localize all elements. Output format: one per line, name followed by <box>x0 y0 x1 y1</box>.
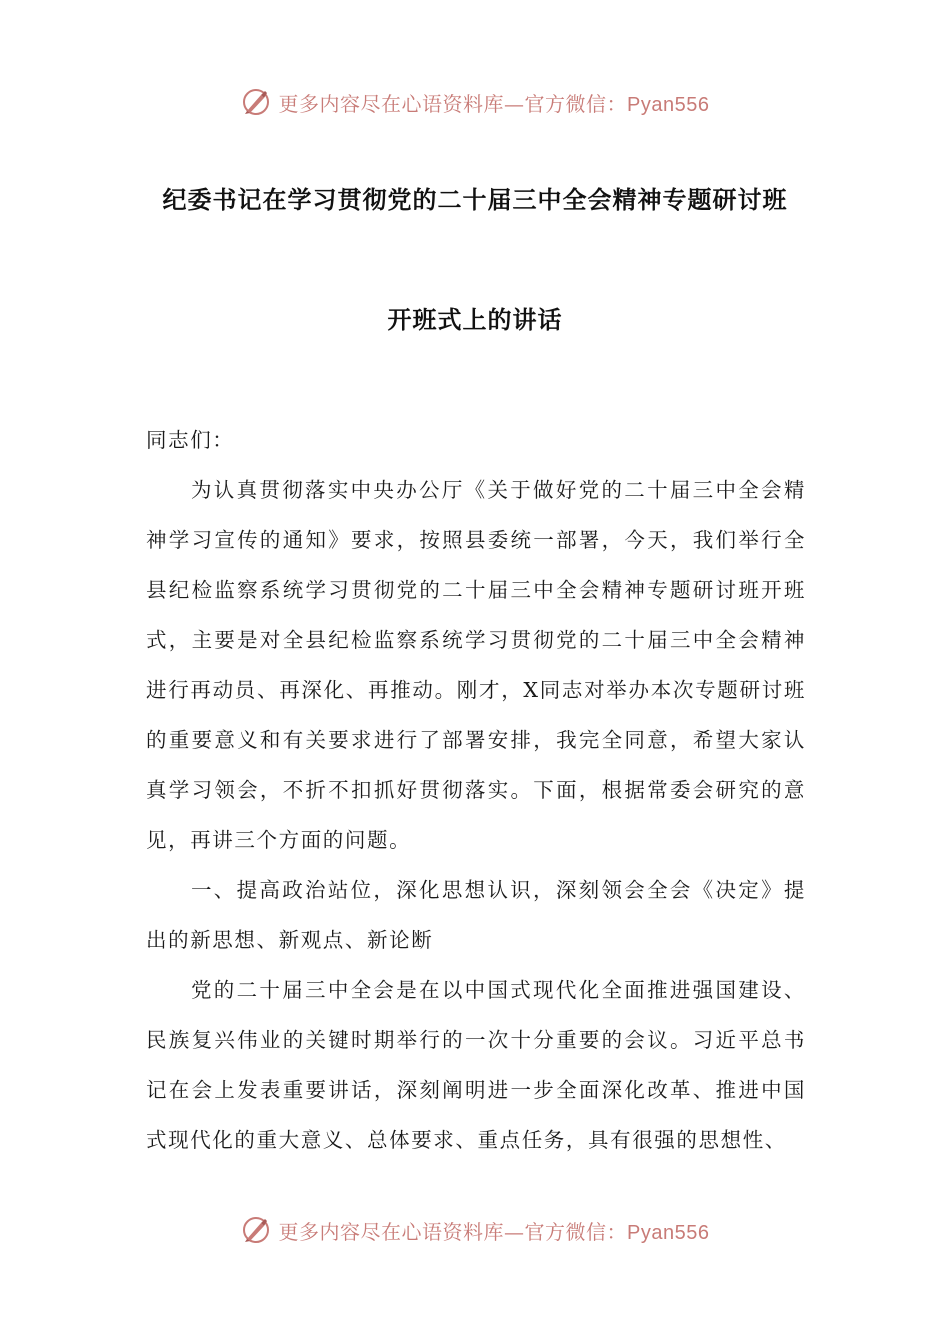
pen-logo-icon <box>241 1215 271 1245</box>
section-heading: 一、提高政治站位，深化思想认识，深刻领会全会《决定》提出的新思想、新观点、新论断 <box>146 878 806 952</box>
watermark-text: 更多内容尽在心语资料库—官方微信：Pyan556 <box>278 91 710 116</box>
pen-logo-icon <box>241 87 271 117</box>
paragraph: 为认真贯彻落实中央办公厅《关于做好党的二十届三中全会精神学习宣传的通知》要求，按照县委统一部署，今天，我们举行全县纪检监察系统学习贯彻党的二十届三中全会精神专题研讨班开班式，主要是对全县纪检监察系统学习贯彻党的二十届三中全会精神进行再动员、再深化、再推动。刚才，X同志对举办本次专题研讨班的重要意义和有关要求进行了部署安排，我完全同意，希望大家认真学习领会，不折不扣抓好贯彻落实。下面，根据常委会研究的意见，再讲三个方面的问题。 <box>146 478 806 852</box>
salutation: 同志们： <box>146 428 235 452</box>
document-title-line-1: 纪委书记在学习贯彻党的二十届三中全会精神专题研讨班 <box>162 185 788 214</box>
document-title-line-2: 开班式上的讲话 <box>387 305 563 334</box>
paragraph: 党的二十届三中全会是在以中国式现代化全面推进强国建设、民族复兴伟业的关键时期举行的一次十分重要的会议。习近平总书记在会上发表重要讲话，深刻阐明进一步全面深化改革、推进中国式现代化的重大意义、总体要求、重点任务，具有很强的思想性、 <box>146 978 806 1152</box>
watermark-banner-top <box>0 82 950 122</box>
document-body <box>146 415 806 1165</box>
watermark-banner-bottom <box>0 1210 950 1250</box>
watermark-text: 更多内容尽在心语资料库—官方微信：Pyan556 <box>278 1219 710 1244</box>
